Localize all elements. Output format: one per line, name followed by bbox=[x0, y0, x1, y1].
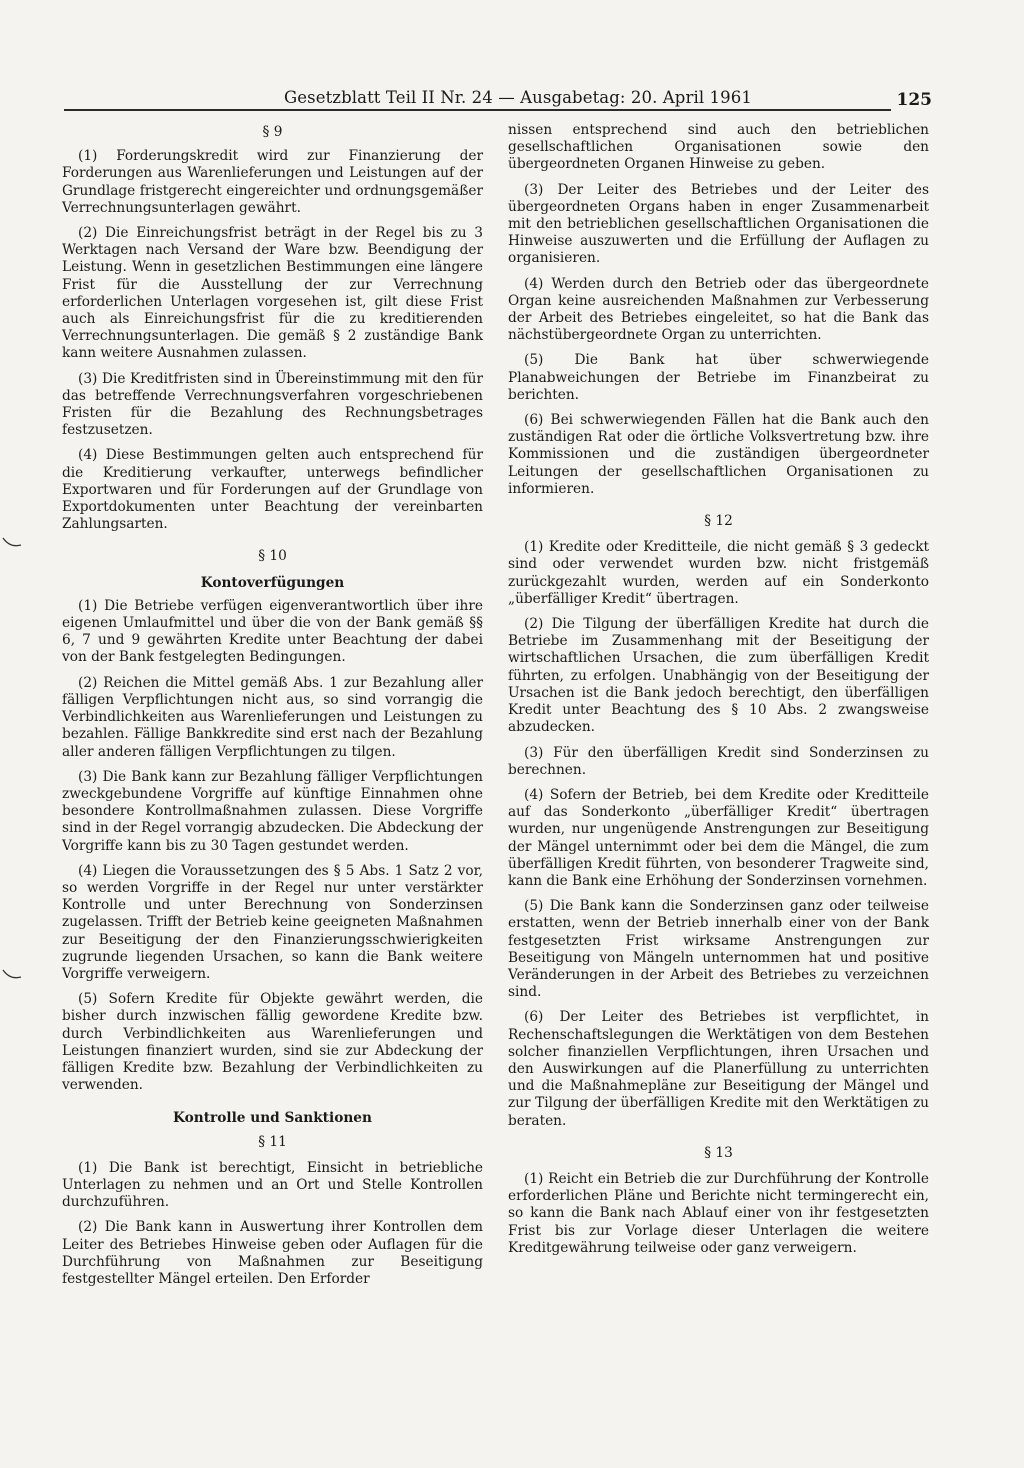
paragraph: (3) Die Kreditfristen sind in Übereinstimmung mit den für das betreffende Verrechnungsverfahren vorgeschriebenen Fristen für die Bezahlung des Rechnungsbetrages festzusetzen. bbox=[62, 370, 483, 439]
paragraph: (2) Reichen die Mittel gemäß Abs. 1 zur Bezahlung aller fälligen Verpflichtungen nicht aus, so sind vorrangig die Verbindlichkeiten aus Warenlieferungen und Leistungen zu bezahlen. Fällige Bankkredite sind erst nach der Bezahlung aller anderen fälligen Verpflichtungen zu tilgen. bbox=[62, 674, 483, 760]
paragraph: (3) Der Leiter des Betriebes und der Leiter des übergeordneten Organs haben in enger Zusammenarbeit mit den betrieblichen gesellschaftlichen Organisationen die Hinweise auszuwerten und die Erfüllung der Auflagen zu organisieren. bbox=[508, 181, 929, 267]
paragraph: (4) Sofern der Betrieb, bei dem Kredite oder Kreditteile auf das Sonderkonto „überfälliger Kredit“ übertragen wurden, nur ungenügende Anstrengungen zur Beseitigung der Mängel unternimmt oder bei dem die Mängel, die zum überfälligen Kredit führten, von besonderer Tragweite sind, kann die Bank eine Erhöhung der Sonderzinsen vornehmen. bbox=[508, 786, 929, 889]
paragraph: (1) Kredite oder Kreditteile, die nicht gemäß § 3 gedeckt sind oder verwendet wurden bzw. nicht fristgemäß zurückgezahlt wurden, werden auf ein Sonderkonto „überfälliger Kredit“ übertragen. bbox=[508, 539, 929, 607]
gazette-title: Gesetzblatt Teil II Nr. 24 — Ausgabetag: 20. April 1961 bbox=[284, 88, 752, 107]
paragraph: (3) Die Bank kann zur Bezahlung fälliger Verpflichtungen zweckgebundene Vorgriffe auf künftige Einnahmen ohne besondere Kontrollmaßnahmen zulassen. Diese Vorgriffe sind in der Regel vorrangig abzudecken. Die Abdeckung der Vorgriffe kann bis zu 30 Tagen gestundet werden. bbox=[62, 768, 483, 854]
section-9-title: § 9 bbox=[262, 124, 283, 140]
section-12-title: § 12 bbox=[704, 513, 733, 530]
paragraph: (1) Die Betriebe verfügen eigenverantwortlich über ihre eigenen Umlaufmittel und über die von der Bank gemäß §§ 6, 7 und 9 gewährten Kredite unter Beachtung der dabei von der Bank festgelegten Bedingungen. bbox=[62, 597, 483, 666]
paragraph: (2) Die Bank kann in Auswertung ihrer Kontrollen dem Leiter des Betriebes Hinweise geben oder Auflagen für die Durchführung von Maßnahmen zur Beseitigung festgestellter Mängel erteilen. Den Erforder bbox=[62, 1219, 483, 1287]
margin-mark bbox=[2, 968, 22, 982]
paragraph-continued: nissen entsprechend sind auch den betrieblichen gesellschaftlichen Organisationen sowie den übergeordneten Organen Hinweise zu geben. bbox=[508, 122, 929, 173]
paragraph: (6) Bei schwerwiegenden Fällen hat die Bank auch den zuständigen Rat oder die örtliche Volksvertretung bzw. ihre Kommissionen und die zuständigen übergeordneter Leitungen der gesellschaftlichen Organisationen zu informieren. bbox=[508, 412, 929, 497]
paragraph: (5) Die Bank kann die Sonderzinsen ganz oder teilweise erstatten, wenn der Betrieb innerhalb einer von der Bank festgesetzten Frist wirksame Anstrengungen zur Beseitigung von Mängeln unternommen hat und positive Veränderungen in der Arbeit des Betriebes zu verzeichnen sind. bbox=[508, 898, 929, 1001]
right-column bbox=[508, 122, 929, 1265]
section-11-heading: Kontrolle und Sanktionen bbox=[173, 1110, 372, 1127]
section-10-heading: Kontoverfügungen bbox=[200, 574, 345, 591]
page-number: 125 bbox=[896, 90, 932, 110]
header-rule bbox=[64, 109, 891, 111]
paragraph: (1) Forderungskredit wird zur Finanzierung der Forderungen aus Warenlieferungen und Leistungen auf der Grundlage fristgerecht eingereichter und ordnungsgemäßer Verrechnungsunterlagen gewährt. bbox=[62, 148, 483, 216]
paragraph: (6) Der Leiter des Betriebes ist verpflichtet, in Rechenschaftslegungen die Werktätigen von dem Bestehen solcher finanziellen Verpflichtungen, ihren Ursachen und den Auswirkungen auf die Planerfüllung zu unterrichten und die Maßnahmepläne zur Beseitigung der Mängel und zur Tilgung der überfälligen Kredite mit den Werktätigen zu beraten. bbox=[508, 1009, 929, 1129]
paragraph: (2) Die Einreichungsfrist beträgt in der Regel bis zu 3 Werktagen nach Versand der Ware bzw. Beendigung der Leistung. Wenn in gesetzlichen Bestimmungen eine längere Frist für die Ausstellung der zur Verrechnung erforderlichen Unterlagen vorgesehen ist, gilt diese Frist auch als Einreichungsfrist für die zu kreditierenden Verrechnungsunterlagen. Die gemäß § 2 zuständige Bank kann weitere Ausnahmen zulassen. bbox=[62, 225, 483, 362]
paragraph: (5) Die Bank hat über schwerwiegende Planabweichungen der Betriebe im Finanzbeirat zu berichten. bbox=[508, 352, 929, 403]
paragraph: (4) Liegen die Voraussetzungen des § 5 Abs. 1 Satz 2 vor, so werden Vorgriffe in der Regel nur unter verstärkter Kontrolle und unter Berechnung von Sonderzinsen zugelassen. Trifft der Betrieb keine geeigneten Maßnahmen zur Beseitigung der den Finanzierungsschwierigkeiten zugrunde liegenden Ursachen, so kann die Bank weitere Vorgriffe verweigern. bbox=[62, 862, 483, 982]
paragraph: (1) Reicht ein Betrieb die zur Durchführung der Kontrolle erforderlichen Pläne und Berichte nicht termingerecht ein, so kann die Bank nach Ablauf einer von ihr festgesetzten Frist bis zur Vorlage dieser Unterlagen die weitere Kreditgewährung teilweise oder ganz verweigern. bbox=[508, 1170, 929, 1256]
paragraph: (4) Werden durch den Betrieb oder das übergeordnete Organ keine ausreichenden Maßnahmen zur Verbesserung der Arbeit des Betriebes eingeleitet, so hat die Bank das nächstübergeordnete Organ zu unterrichten. bbox=[508, 275, 929, 344]
paragraph: (3) Für den überfälligen Kredit sind Sonderzinsen zu berechnen. bbox=[508, 744, 929, 778]
left-column bbox=[62, 122, 483, 1296]
section-11-title: § 11 bbox=[258, 1133, 287, 1150]
paragraph: (1) Die Bank ist berechtigt, Einsicht in betriebliche Unterlagen zu nehmen und an Ort und Stelle Kontrollen durchzuführen. bbox=[62, 1159, 483, 1211]
paragraph: (4) Diese Bestimmungen gelten auch entsprechend für die Kreditierung verkaufter, unterwegs befindlicher Exportwaren und für Forderungen auf der Grundlage von Exportdokumenten unter Beachtung der vereinbarten Zahlungsarten. bbox=[62, 447, 483, 533]
section-13-title: § 13 bbox=[704, 1144, 733, 1161]
section-10-title: § 10 bbox=[258, 548, 287, 565]
paragraph: (5) Sofern Kredite für Objekte gewährt werden, die bisher durch inzwischen fällig gewordene Kredite bzw. durch Verbindlichkeiten aus Warenlieferungen und Leistungen finanziert wurden, sind sie zur Abdeckung der fälligen Kredite bzw. Bezahlung der Verbindlichkeiten zu verwenden. bbox=[62, 991, 483, 1094]
margin-mark bbox=[2, 536, 22, 550]
paragraph: (2) Die Tilgung der überfälligen Kredite hat durch die Betriebe im Zusammenhang mit der Beseitigung der wirtschaftlichen Ursachen, die zum überfälligen Kredit führten, zu erfolgen. Unabhängig von der Beseitigung der Ursachen ist die Bank jedoch berechtigt, den überfälligen Kredit unter Beachtung des § 10 Abs. 2 zwangsweise abzudecken. bbox=[508, 616, 929, 736]
